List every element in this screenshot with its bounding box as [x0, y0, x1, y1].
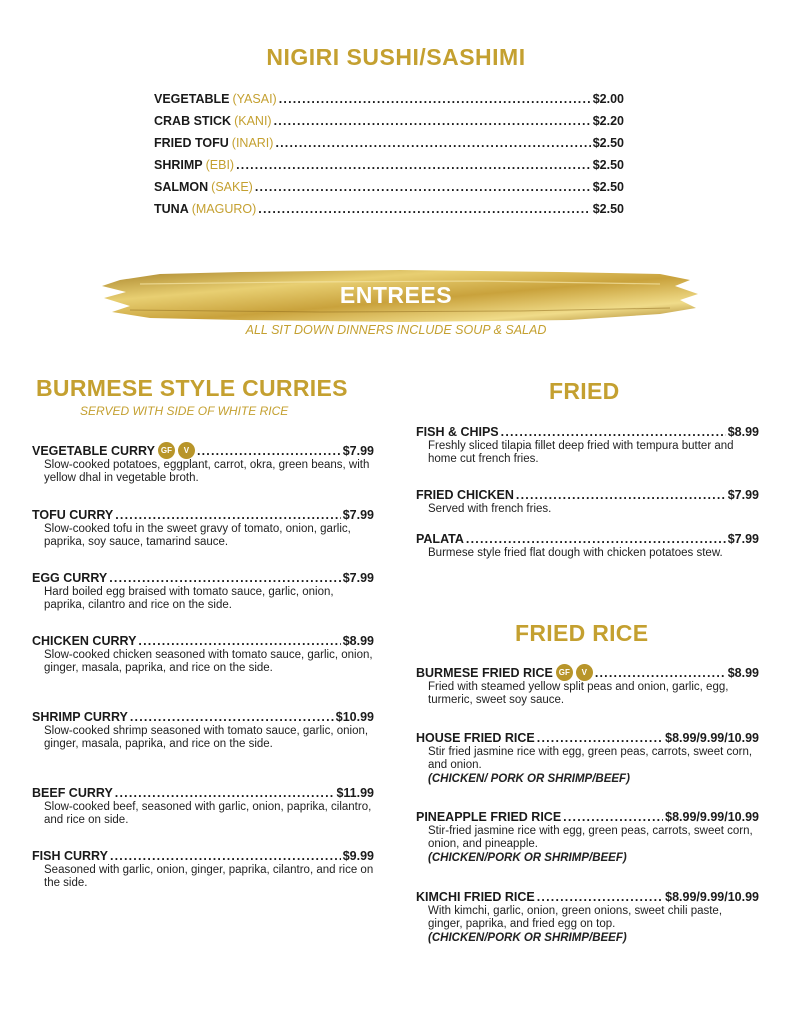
item-price: $7.99	[727, 488, 759, 502]
item-description: Slow-cooked beef, seasoned with garlic, onion, paprika, cilantro, and rice on side.	[44, 801, 372, 826]
curry-item	[32, 786, 374, 827]
item-name: BEEF CURRY	[32, 786, 113, 800]
item-name: PALATA	[416, 532, 464, 546]
nigiri-item	[154, 92, 624, 114]
dot-leader	[258, 202, 590, 216]
dot-leader	[115, 508, 340, 522]
item-price: $8.99/9.99/10.99	[665, 731, 759, 745]
nigiri-item	[154, 202, 624, 224]
item-description: Fried with steamed yellow split peas and onion, garlic, egg, turmeric, sweet soy sauce.	[428, 681, 729, 706]
curries-subtitle: SERVED WITH SIDE OF WHITE RICE	[80, 404, 289, 418]
dot-leader	[595, 666, 726, 680]
entrees-subtitle: ALL SIT DOWN DINNERS INCLUDE SOUP & SALAD	[245, 323, 547, 337]
item-name: KIMCHI FRIED RICE	[416, 890, 535, 904]
dot-leader	[255, 180, 591, 194]
item-name: BURMESE FRIED RICE	[416, 666, 553, 680]
curry-item	[32, 571, 374, 612]
item-price: $8.99	[727, 425, 759, 439]
fried-rice-item	[416, 731, 759, 787]
item-name: SHRIMP CURRY	[32, 710, 128, 724]
item-name: VEGETABLE CURRY	[32, 444, 155, 458]
item-description: Seasoned with garlic, onion, ginger, paprika, cilantro, and rice on the side.	[44, 864, 374, 889]
fried-rice-item	[416, 890, 759, 946]
fried-rice-item	[416, 666, 759, 707]
dot-leader	[537, 890, 663, 904]
item-description: Burmese style fried flat dough with chicken potatoes stew.	[428, 547, 723, 559]
item-price: $7.99	[342, 508, 374, 522]
dot-leader	[115, 786, 335, 800]
dot-leader	[109, 571, 340, 585]
item-name: VEGETABLE	[154, 92, 230, 106]
dot-leader	[130, 710, 334, 724]
nigiri-item	[154, 180, 624, 202]
item-description: Slow-cooked tofu in the sweet gravy of tomato, onion, garlic, paprika, soy sauce, tamarind sauce.	[44, 523, 351, 548]
item-price: $8.99	[727, 666, 759, 680]
dot-leader	[236, 158, 591, 172]
item-name: PINEAPPLE FRIED RICE	[416, 810, 562, 824]
item-price: $2.50	[592, 158, 624, 172]
item-japanese-name: (INARI)	[231, 136, 274, 150]
curry-item	[32, 710, 374, 751]
item-description: Stir-fried jasmine rice with egg, green peas, carrots, sweet corn, onion, and pineapple.	[428, 825, 753, 850]
gluten-free-badge: GF	[556, 664, 573, 681]
nigiri-item	[154, 114, 624, 136]
item-japanese-name: (MAGURO)	[191, 202, 257, 216]
fried-item	[416, 532, 759, 560]
item-name: CHICKEN CURRY	[32, 634, 137, 648]
nigiri-item	[154, 158, 624, 180]
dot-leader	[516, 488, 726, 502]
item-japanese-name: (EBI)	[205, 158, 235, 172]
item-price: $2.50	[592, 180, 624, 194]
dot-leader	[537, 731, 663, 745]
item-price: $2.20	[592, 114, 624, 128]
fried-item	[416, 425, 759, 466]
item-name: CRAB STICK	[154, 114, 232, 128]
dot-leader	[501, 425, 726, 439]
item-description: Freshly sliced tilapia fillet deep fried with tempura butter and home cut french fries.	[428, 440, 734, 465]
item-name: FISH & CHIPS	[416, 425, 499, 439]
item-name: FISH CURRY	[32, 849, 108, 863]
item-japanese-name: (SAKE)	[211, 180, 253, 194]
item-price: $8.99/9.99/10.99	[665, 890, 759, 904]
gluten-free-badge: GF	[158, 442, 175, 459]
dot-leader	[110, 849, 341, 863]
item-japanese-name: (KANI)	[234, 114, 272, 128]
dot-leader	[466, 532, 726, 546]
item-name: FRIED CHICKEN	[416, 488, 514, 502]
vegan-badge: V	[576, 664, 593, 681]
item-name: HOUSE FRIED RICE	[416, 731, 535, 745]
protein-options: (CHICKEN/ PORK OR SHRIMP/BEEF)	[428, 773, 630, 785]
protein-options: (CHICKEN/PORK OR SHRIMP/BEEF)	[428, 852, 627, 864]
vegan-badge: V	[178, 442, 195, 459]
item-description: Slow-cooked shrimp seasoned with tomato sauce, garlic, onion, ginger, masala, paprika, and rice on the side.	[44, 725, 369, 750]
item-price: $8.99	[342, 634, 374, 648]
curries-title: BURMESE STYLE CURRIES	[36, 375, 348, 401]
entrees-title: ENTREES	[339, 282, 453, 308]
curry-item	[32, 508, 374, 549]
item-price: $11.99	[336, 786, 374, 800]
item-name: EGG CURRY	[32, 571, 108, 585]
dot-leader	[275, 136, 590, 150]
item-description: Slow-cooked potatoes, eggplant, carrot, okra, green beans, with yellow dhal in vegetable broth.	[44, 459, 370, 484]
item-description: Hard boiled egg braised with tomato sauce, garlic, onion, paprika, cilantro and rice on the side.	[44, 586, 334, 611]
item-japanese-name: (YASAI)	[232, 92, 277, 106]
fried-rice-item	[416, 810, 759, 866]
item-price: $2.50	[592, 202, 624, 216]
item-price: $8.99/9.99/10.99	[665, 810, 759, 824]
curry-item	[32, 849, 374, 890]
nigiri-item	[154, 136, 624, 158]
item-price: $10.99	[335, 710, 374, 724]
dot-leader	[138, 634, 340, 648]
nigiri-list	[154, 92, 624, 224]
nigiri-title: NIGIRI SUSHI/SASHIMI	[266, 44, 526, 70]
dot-leader	[563, 810, 663, 824]
fried-rice-title: FRIED RICE	[515, 620, 649, 646]
item-price: $2.50	[592, 136, 624, 150]
curry-item	[32, 634, 374, 675]
curry-item	[32, 444, 374, 485]
item-price: $7.99	[342, 571, 374, 585]
item-price: $9.99	[342, 849, 374, 863]
item-description: With kimchi, garlic, onion, green onions, sweet chili paste, ginger, paprika, and fried egg on top.	[428, 905, 723, 930]
item-name: SHRIMP	[154, 158, 203, 172]
protein-options: (CHICKEN/PORK OR SHRIMP/BEEF)	[428, 932, 627, 944]
item-name: FRIED TOFU	[154, 136, 229, 150]
dot-leader	[197, 444, 341, 458]
item-description: Slow-cooked chicken seasoned with tomato sauce, garlic, onion, ginger, masala, paprika, and rice on the side.	[44, 649, 373, 674]
item-price: $2.00	[592, 92, 624, 106]
item-description: Stir fried jasmine rice with egg, green peas, carrots, sweet corn, and onion.	[428, 746, 753, 771]
dot-leader	[279, 92, 591, 106]
dot-leader	[274, 114, 591, 128]
item-description: Served with french fries.	[428, 503, 552, 515]
item-name: SALMON	[154, 180, 209, 194]
item-name: TOFU CURRY	[32, 508, 114, 522]
fried-item	[416, 488, 759, 516]
item-price: $7.99	[342, 444, 374, 458]
item-price: $7.99	[727, 532, 759, 546]
item-name: TUNA	[154, 202, 189, 216]
fried-title: FRIED	[549, 378, 620, 404]
